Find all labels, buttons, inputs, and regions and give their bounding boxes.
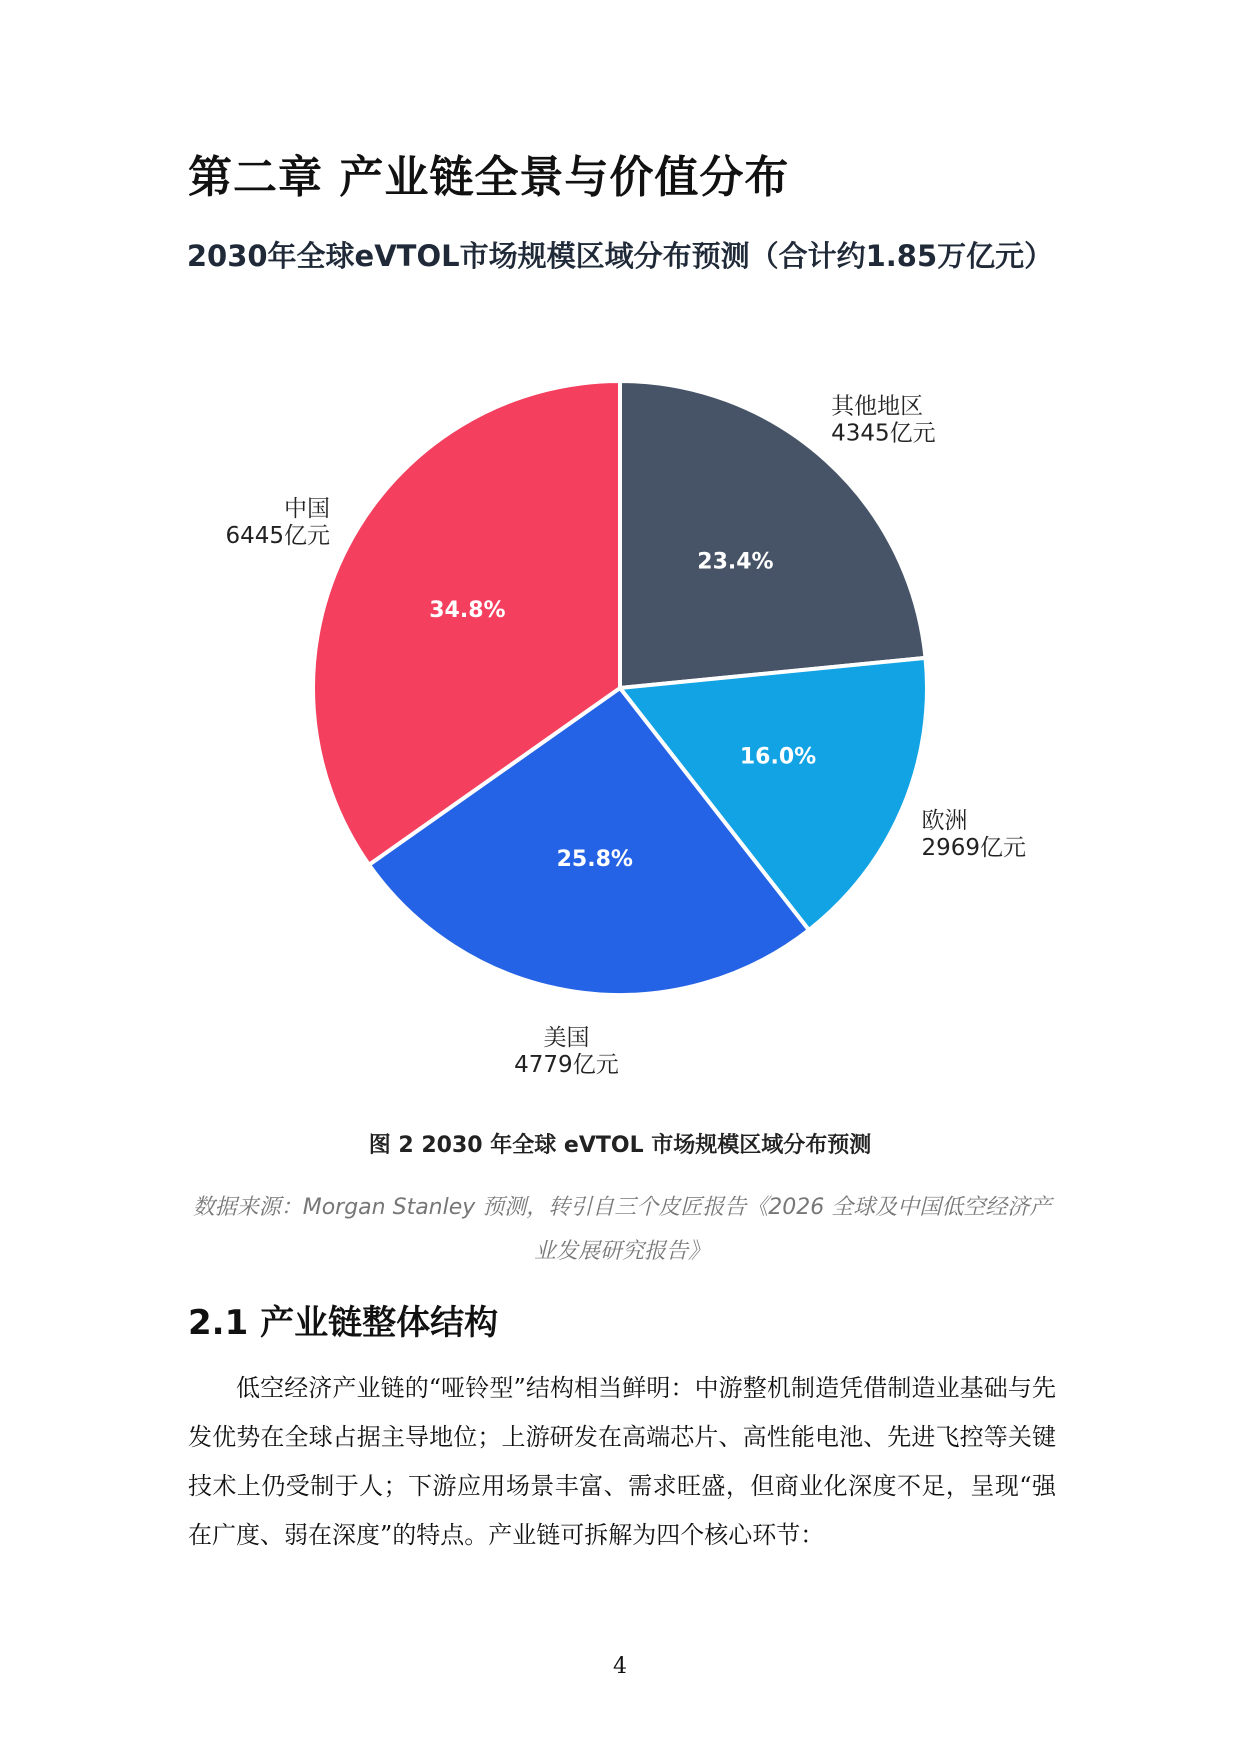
page-number: 4	[613, 1654, 627, 1679]
pie-category-label: 其他地区 4345亿元	[831, 393, 936, 447]
pie-category-label: 欧洲 2969亿元	[921, 807, 1027, 861]
pie-category-label: 美国 4779亿元	[514, 1025, 619, 1079]
body-paragraph: 低空经济产业链的“哑铃型”结构相当鲜明：中游整机制造凭借制造业基础与先发优势在全球占据主导地位；上游研发在高端芯片、高性能电池、先进飞控等关键技术上仍受制于人；下游应用场景丰富、需求旺盛，但商业化深度不足，呈现“强在广度、弱在深度”的特点。产业链可拆解为四个核心环节：	[188, 1374, 1056, 1549]
figure-caption: 图 2 2030 年全球 eVTOL 市场规模区域分布预测	[368, 1133, 872, 1158]
chapter-title: 第二章 产业链全景与价值分布	[188, 152, 790, 203]
pie-percent-label: 16.0%	[739, 744, 817, 770]
data-source-note: 数据来源：Morgan Stanley 预测，转引自三个皮匠报告《2026 全球及中国低空经济产业发展研究报告》	[192, 1195, 1052, 1264]
pie-percent-label: 23.4%	[697, 549, 774, 575]
section-title: 2.1 产业链整体结构	[188, 1303, 499, 1343]
pie-category-label: 中国 6445亿元	[225, 495, 331, 549]
chart-title: 2030年全球eVTOL市场规模区域分布预测（合计约1.85万亿元）	[186, 239, 1054, 273]
pie-percent-label: 25.8%	[556, 847, 633, 873]
pie-slices	[313, 381, 927, 995]
pie-percent-label: 34.8%	[429, 597, 506, 623]
